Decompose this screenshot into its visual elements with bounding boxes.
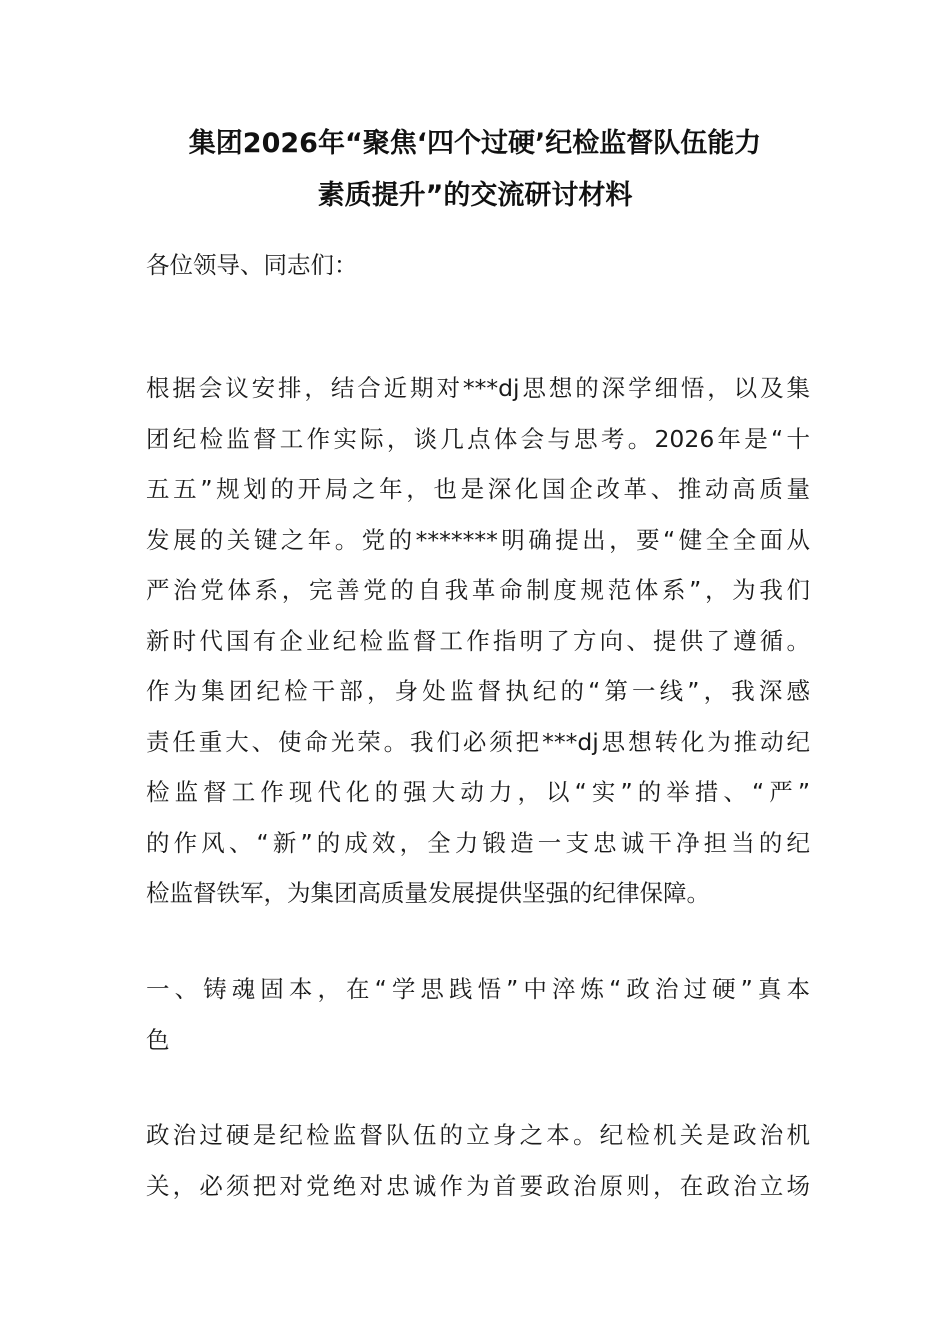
heading-line: 色: [146, 1025, 170, 1054]
paragraph-line: 团纪检监督工作实际，谈几点体会与思考。2026年是“十: [146, 424, 810, 453]
paragraph-line: 责任重大、使命光荣。我们必须把***dj思想转化为推动纪: [146, 727, 810, 756]
paragraph-line: 的作风、“新”的成效，全力锻造一支忠诚干净担当的纪: [146, 828, 810, 857]
paragraph-line: 关，必须把对党绝对忠诚作为首要政治原则，在政治立场: [146, 1171, 810, 1200]
greeting-line: 各位领导、同志们：: [146, 251, 358, 279]
paragraph-line: 五五”规划的开局之年，也是深化国企改革、推动高质量: [146, 475, 810, 503]
paragraph-line: 严治党体系，完善党的自我革命制度规范体系”，为我们: [146, 576, 810, 604]
title-line: 素质提升”的交流研讨材料: [317, 180, 633, 211]
section-heading-1: [146, 964, 810, 1065]
greeting: [146, 240, 810, 291]
document-title: [100, 118, 850, 222]
paragraph-line: 新时代国有企业纪检监督工作指明了方向、提供了遵循。: [146, 626, 810, 655]
paragraph-line: 检监督工作现代化的强大动力，以“实”的举措、“严”: [146, 778, 810, 806]
paragraph-line: 检监督铁军，为集团高质量发展提供坚强的纪律保障。: [146, 879, 710, 907]
paragraph-line: 发展的关键之年。党的*******明确提出，要“健全全面从: [146, 525, 810, 554]
title-line: 集团2026年“聚焦‘四个过硬’纪检监督队伍能力: [188, 128, 762, 159]
paragraph-intro: [146, 363, 810, 919]
paragraph-line: 政治过硬是纪检监督队伍的立身之本。纪检机关是政治机: [146, 1121, 810, 1149]
paragraph-line: 根据会议安排，结合近期对***dj思想的深学细悟，以及集: [146, 374, 810, 402]
heading-line: 一、铸魂固本，在“学思践悟”中淬炼“政治过硬”真本: [146, 975, 810, 1003]
paragraph-line: 作为集团纪检干部，身处监督执纪的“第一线”，我深感: [146, 677, 810, 705]
paragraph-section-1: [146, 1110, 810, 1211]
